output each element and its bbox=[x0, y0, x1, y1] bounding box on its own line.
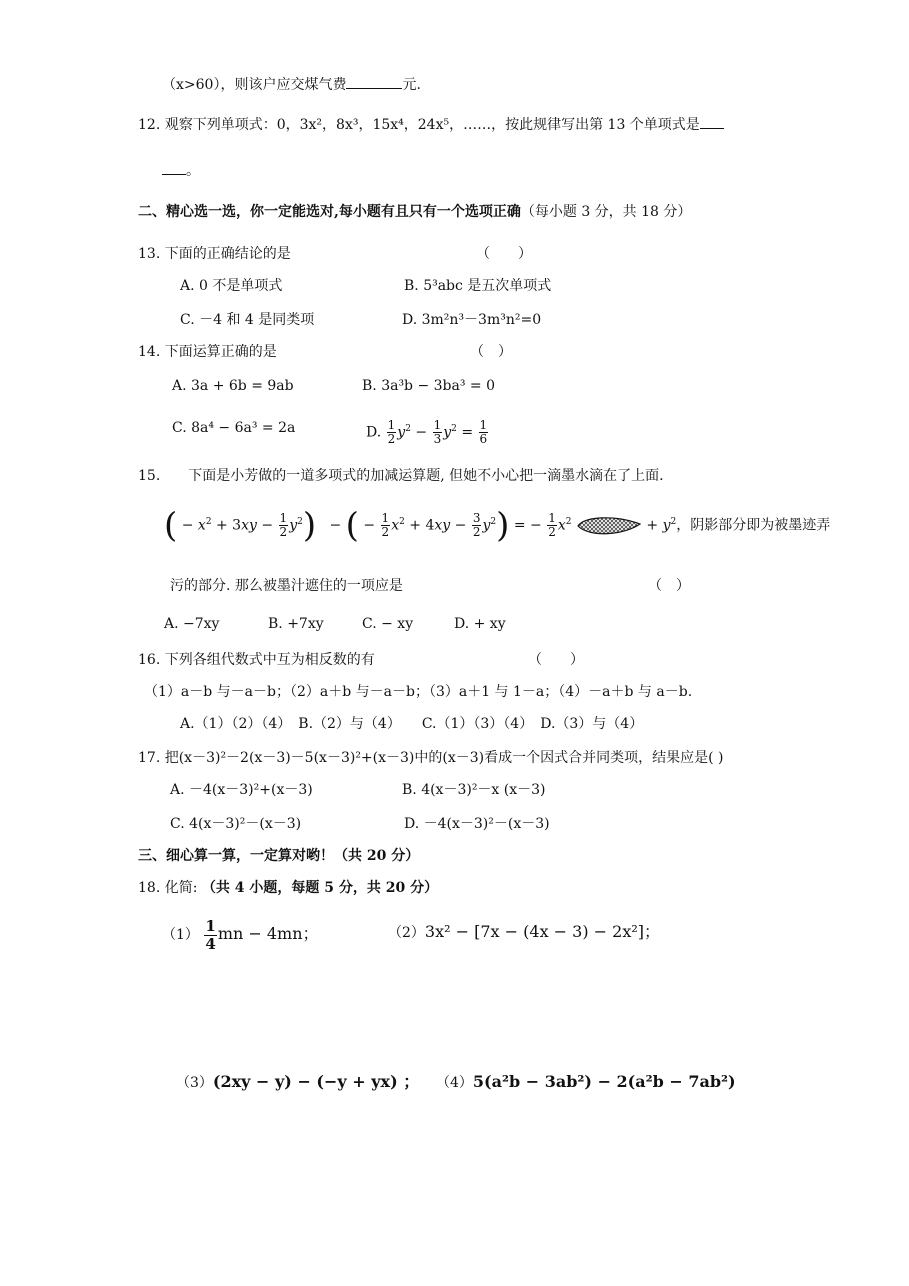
q12-continuation: 。 bbox=[162, 160, 200, 181]
q14-paren[interactable]: （ ） bbox=[470, 344, 512, 360]
q16-options: A.（1）（2）（4） B.（2）与（4） C.（1）（3）（4） D.（3）与（4） bbox=[180, 716, 644, 732]
q18-part3: （3）(2xy − y) − (−y + yx) ； bbox=[176, 1072, 420, 1091]
q14-option-a: A. 3a + 6b = 9ab bbox=[172, 378, 294, 394]
section-3-heading: 三、细心算一算，一定算对哟！（共 20 分） bbox=[138, 848, 420, 864]
q18-stem: 18. 化简: （共 4 小题，每题 5 分，共 20 分） bbox=[138, 880, 439, 896]
q15-option-b: B. +7xy bbox=[268, 616, 324, 632]
q15-stem: 15. 下面是小芳做的一道多项式的加减运算题, 但她不小心把一滴墨水滴在了上面. bbox=[138, 468, 664, 484]
ink-blot-icon bbox=[576, 513, 642, 539]
q18-part2: （2）3x² − [7x − (4x − 3) − 2x²]； bbox=[388, 922, 661, 941]
q14-option-b: B. 3a³b − 3ba³ = 0 bbox=[362, 378, 496, 394]
q15-option-c: C. − xy bbox=[362, 616, 414, 632]
answer-blank[interactable] bbox=[346, 74, 402, 89]
q17-stem: 17. 把(x－3)²－2(x－3)－5(x－3)²+(x－3)中的(x－3)看成一个因式合并同类项，结果应是( ) bbox=[138, 750, 724, 766]
answer-blank[interactable] bbox=[700, 114, 724, 129]
q12: 12. 观察下列单项式：0，3x²，8x³，15x⁴，24x⁵，……，按此规律写出第 13 个单项式是 bbox=[138, 114, 724, 135]
q13-option-b: B. 5³abc 是五次单项式 bbox=[404, 278, 552, 294]
q14-option-d: D. $\frac{1}{2}$ $y^2$ − $\frac{1}{3}$ $y^2$ = $\frac{1}{6}$ bbox=[366, 418, 488, 447]
q13-option-d: D. 3m²n³－3m³n²=0 bbox=[402, 312, 542, 328]
q13-option-a: A. 0 不是单项式 bbox=[180, 278, 283, 294]
q17-option-a: A. －4(x－3)²+(x－3) bbox=[170, 782, 313, 798]
q15-option-a: A. −7xy bbox=[164, 616, 220, 632]
q13-stem: 13. 下面的正确结论的是 bbox=[138, 246, 291, 262]
q13-paren[interactable]: （ ） bbox=[476, 246, 532, 262]
q11-tail: （x>60），则该户应交煤气费 元. bbox=[162, 74, 421, 95]
q15-paren[interactable]: （ ） bbox=[648, 578, 690, 594]
q14-option-c: C. 8a⁴ − 6a³ = 2a bbox=[172, 420, 296, 436]
q15-option-d: D. + xy bbox=[454, 616, 506, 632]
q18-part1: （1） $\frac{1}{4}$ mn − 4mn； bbox=[162, 916, 319, 953]
q16-stem: 16. 下列各组代数式中互为相反数的有 bbox=[138, 652, 375, 668]
q15-line2: 污的部分. 那么被墨汁遮住的一项应是 bbox=[170, 578, 403, 594]
q16-items: （1）a－b 与－a－b；（2）a＋b 与－a－b；（3）a＋1 与 1－a；（4）－a＋b 与 a－b. bbox=[144, 684, 693, 700]
q17-option-c: C. 4(x－3)²－(x－3) bbox=[170, 816, 302, 832]
q17-option-d: D. －4(x－3)²－(x－3) bbox=[404, 816, 550, 832]
q18-part4: （4）5(a²b − 3ab²) − 2(a²b − 7ab²) bbox=[436, 1072, 736, 1091]
q15-expression: ( − $x^2 + 3xy$ − $\frac{1}{2}$ $y^2$) − ( − $\frac{1}{2}$ $x^2 + 4xy$ − $\frac{3}{2}$ $y^2$) = − $\frac{1}{2}$ $x^2 + y^2$，阴影部分即为被墨迹弄 bbox=[164, 505, 831, 546]
answer-blank[interactable] bbox=[162, 160, 186, 175]
q13-option-c: C. －4 和 4 是同类项 bbox=[180, 312, 315, 328]
q17-option-b: B. 4(x－3)²－x (x－3) bbox=[402, 782, 546, 798]
q14-stem: 14. 下面运算正确的是 bbox=[138, 344, 277, 360]
q16-paren[interactable]: （ ） bbox=[528, 652, 584, 668]
section-2-heading: 二、精心选一选，你一定能选对,每小题有且只有一个选项正确（每小题 3 分，共 18 分） bbox=[138, 204, 692, 220]
